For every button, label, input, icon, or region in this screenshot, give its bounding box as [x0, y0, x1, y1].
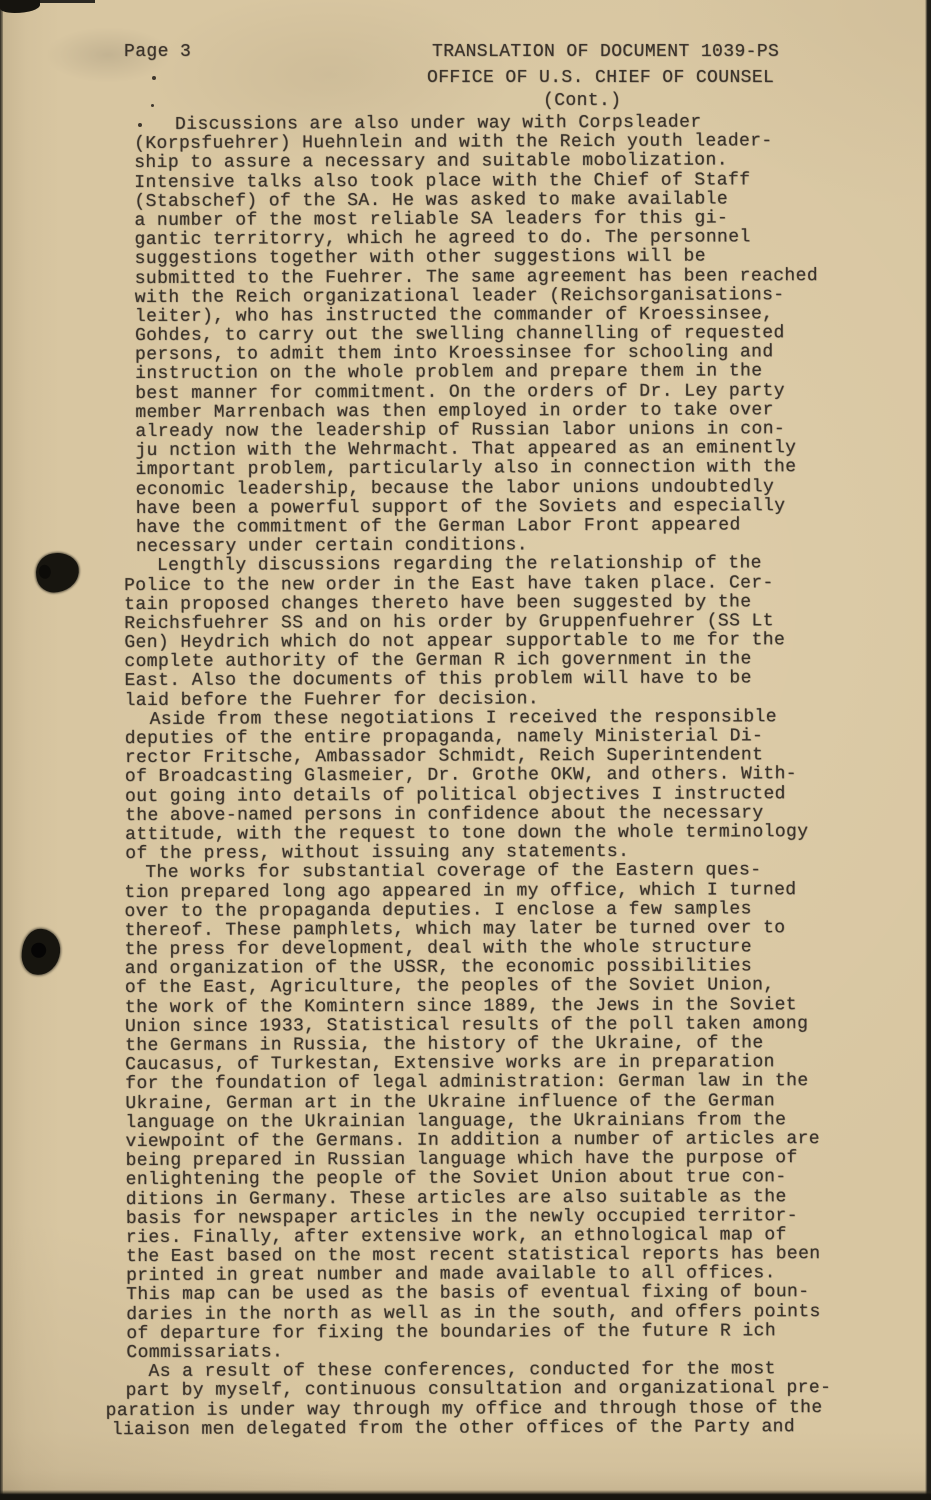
text-line: necessary under certain conditions. — [135, 535, 528, 558]
text-line: ditions in Germany. These articles are also suitable as the — [125, 1186, 787, 1210]
text-line: Gohdes, to carry out the swelling channelling of requested — [134, 323, 785, 347]
text-line: (Stabschef) of the SA. He was asked to make available — [134, 189, 729, 212]
document-header-title: TRANSLATION OF DOCUMENT 1039-PS — [432, 42, 780, 62]
scan-corner-mark — [0, 0, 40, 13]
text-line: Reichsfuehrer SS and on his order by Gruppenfuehrer (SS Lt — [124, 611, 774, 634]
text-line: Lengthly discussions regarding the relationship of the — [156, 553, 762, 577]
text-line: important problem, particularly also in connection with the — [135, 457, 797, 481]
text-line: East. Also the documents of this problem will have to be — [124, 668, 752, 692]
text-line: The works for substantial coverage of the Eastern ques- — [145, 860, 762, 884]
text-line: the work of the Komintern since 1889, the Jews in the Soviet — [124, 994, 798, 1018]
scan-edge-bottom — [0, 1490, 931, 1500]
text-line: attitude, with the request to tone down the whole terminology — [125, 822, 809, 845]
text-line: enlightening the people of the Soviet Union about true con- — [125, 1167, 787, 1191]
text-line: This map can be used as the basis of eventual fixing of boun- — [126, 1282, 810, 1306]
text-line: Ukraine, German art in the Ukraine influence of the German — [125, 1090, 776, 1114]
text-line: of the press, without issuing any statements. — [125, 841, 630, 865]
text-line: of departure for fixing the boundaries of the future R ich — [126, 1321, 777, 1344]
text-line: leiter), who has instructed the commander of Kroessinsee, — [134, 304, 774, 327]
document-header-cont: (Cont.) — [543, 91, 622, 111]
text-line: the above-named persons in confidence about the necessary — [125, 803, 764, 826]
text-line: laid before the Fuehrer for decision. — [124, 688, 540, 711]
text-line: Caucasus, of Turkestan, Extensive works are in preparation — [125, 1052, 775, 1076]
text-line: economic leadership, because the labor unions undoubtedly — [135, 476, 775, 500]
text-line: the Germans in Russia, the history of the Ukraine, of the — [125, 1033, 764, 1057]
text-line: a number of the most reliable SA leaders for this gi- — [134, 208, 729, 231]
text-line: instruction on the whole problem and prepare them in the — [135, 361, 763, 385]
text-line: Intensive talks also took place with the Chief of Staff — [134, 169, 751, 193]
text-line: with the Reich organizational leader (Reichsorganisations- — [134, 284, 785, 308]
text-line: being prepared in Russian language which have the purpose of — [125, 1148, 798, 1172]
paragraph — [105, 1360, 931, 1440]
text-line: ship to assure a necessary and suitable mobolization. — [134, 150, 728, 174]
text-line: ries. Finally, after extensive work, an ethnological map of — [125, 1225, 787, 1248]
text-line: As a result of these conferences, conducted for the most — [148, 1359, 776, 1383]
document-header-office: OFFICE OF U.S. CHIEF OF COUNSEL — [427, 68, 775, 88]
text-line: member Marrenbach was then employed in order to take over — [135, 400, 774, 423]
text-line: persons, to admit them into Kroessinsee for schooling and — [135, 342, 774, 366]
text-line: of the East, Agriculture, the peoples of the Soviet Union, — [124, 975, 775, 999]
text-line: and organization of the USSR, the economic possibilities — [124, 956, 753, 980]
paragraph — [125, 707, 931, 864]
text-line: basis for newspaper articles in the newly occupied territor- — [125, 1205, 798, 1229]
stray-ink-dot — [138, 123, 142, 127]
text-line: Aside from these negotiations I received the responsible — [149, 707, 777, 730]
text-line: Police to the new order in the East have taken place. Cer- — [124, 572, 774, 596]
text-line: for the foundation of legal administration: German law in the — [125, 1071, 809, 1095]
text-line: Union since 1933, Statistical results of the poll taken among — [124, 1013, 809, 1037]
text-line: tain proposed changes thereto have been suggested by the — [124, 592, 752, 615]
text-line: daries in the north as well as in the south, and offers points — [126, 1301, 821, 1325]
paragraph — [134, 113, 931, 558]
text-line: complete authority of the German R ich government in the — [124, 649, 752, 673]
document-body — [0, 113, 931, 1441]
scan-edge-right — [925, 0, 931, 1500]
text-line: language on the Ukrainian language, the Ukrainians from the — [125, 1109, 787, 1133]
text-line: have the commitment of the German Labor Front appeared — [135, 515, 741, 538]
text-line: of Broadcasting Glasmeier, Dr. Grothe OKW, and others. With- — [124, 764, 798, 788]
text-line: out going into details of political objectives I instructed — [124, 783, 786, 807]
text-line: rector Fritsche, Ambassador Schmidt, Reich Superintendent — [124, 745, 764, 769]
text-line: liaison men delegated from the other offices of the Party and — [111, 1416, 796, 1440]
text-line: Discussions are also under way with Corpsleader — [174, 112, 702, 135]
text-line: deputies of the entire propaganda, namely Ministerial Di- — [124, 726, 764, 750]
paragraph — [124, 861, 931, 1363]
stray-ink-dot — [151, 104, 154, 107]
text-line: Commissariats. — [126, 1342, 284, 1364]
text-line: have been a powerful support of the Soviets and especially — [135, 495, 786, 519]
text-line: ju nction with the Wehrmacht. That appeared as an eminently — [135, 438, 797, 462]
text-line: Gen) Heydrich which do not appear supportable to me for the — [124, 630, 786, 654]
text-line: thereof. These pamphlets, which may later be turned over to — [124, 918, 786, 941]
text-line: submitted to the Fuehrer. The same agreement has been reached — [134, 265, 819, 289]
text-line: suggestions together with other suggestions will be — [134, 246, 706, 270]
text-line: best manner for commitment. On the orders of Dr. Ley party — [135, 380, 785, 404]
text-line: printed in great number and made available to all offices. — [126, 1263, 776, 1287]
paragraph — [124, 554, 931, 711]
text-line: (Korpsfuehrer) Huehnlein and with the Reich youth leader- — [134, 131, 773, 155]
text-line: paration is under way through my office and through those of the — [105, 1397, 823, 1421]
text-line: part by myself, continuous consultation and organizational pre- — [125, 1378, 832, 1402]
text-line: gantic territorry, which he agreed to do. The personnel — [134, 227, 751, 251]
text-line: the East based on the most recent statistical reports has been — [125, 1244, 821, 1268]
page-number-label: Page 3 — [124, 42, 192, 62]
scan-edge-left — [0, 0, 3, 1500]
text-line: already now the leadership of Russian labor unions in con- — [135, 419, 786, 443]
text-line: over to the propaganda deputies. I enclose a few samples — [124, 899, 752, 922]
stray-ink-dot — [152, 76, 156, 80]
text-line: viewpoint of the Germans. In addition a number of articles are — [125, 1128, 821, 1152]
text-line: tion prepared long ago appeared in my office, which I turned — [124, 879, 797, 903]
text-line: the press for development, deal with the whole structure — [124, 937, 752, 961]
